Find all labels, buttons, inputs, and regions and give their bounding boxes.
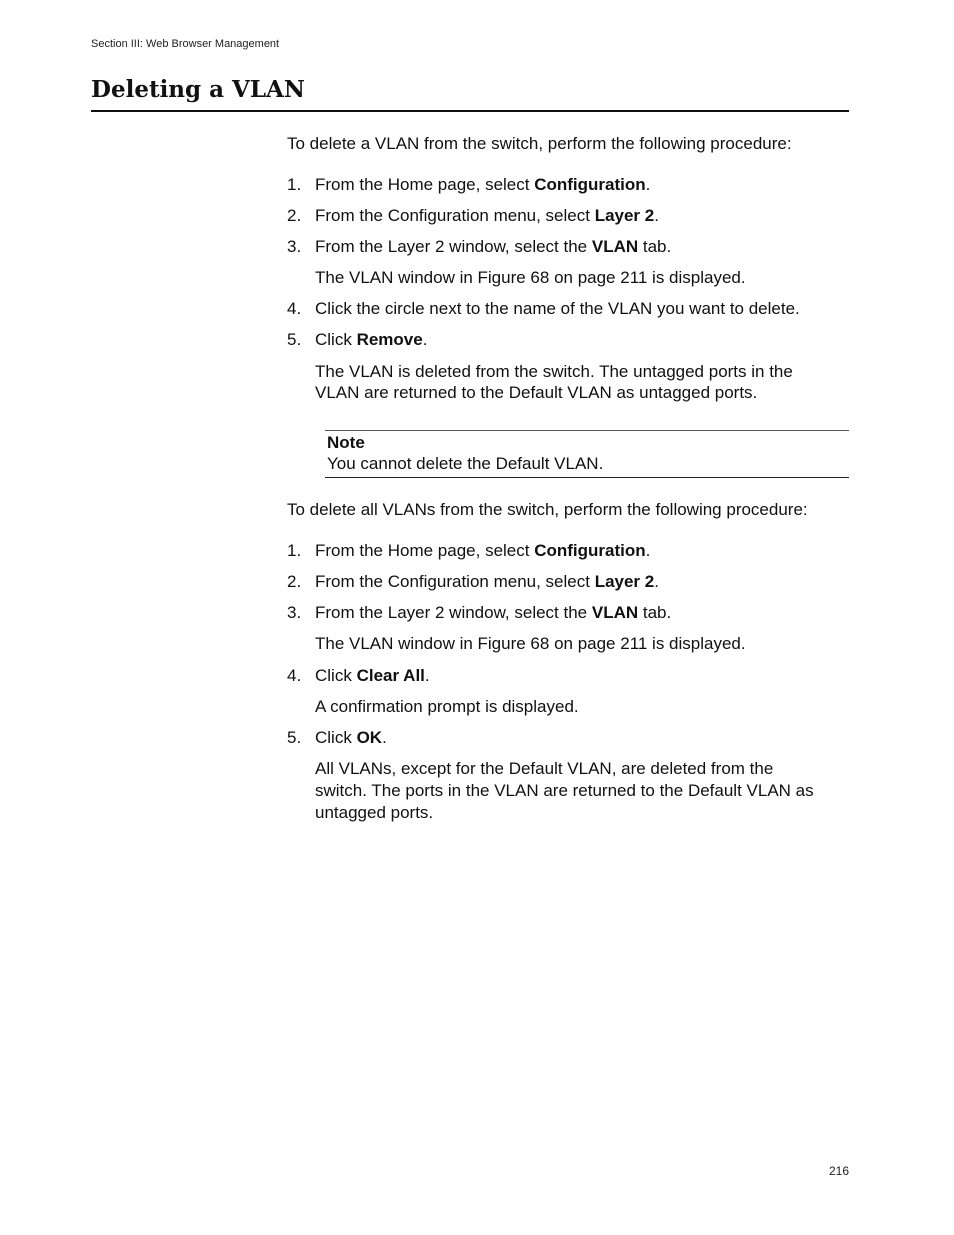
step-text: From the Configuration menu, select Layer 2. <box>315 206 659 225</box>
running-header: Section III: Web Browser Management <box>91 38 280 50</box>
step-text: Click OK. <box>315 728 387 747</box>
step-text: Click the circle next to the name of the VLAN you want to delete. <box>315 299 800 318</box>
step-number: 4. <box>287 299 302 318</box>
step-number: 2. <box>287 206 302 225</box>
step-number: 3. <box>287 603 302 622</box>
step-result: The VLAN window in Figure 68 on page 211 is displayed. <box>315 268 746 287</box>
step-text: From the Home page, select Configuration. <box>315 175 651 194</box>
title-rule <box>91 110 849 112</box>
step-result: A confirmation prompt is displayed. <box>315 697 579 716</box>
step-text: From the Layer 2 window, select the VLAN tab. <box>315 603 672 622</box>
step-number: 1. <box>287 541 302 560</box>
step-result: VLAN are returned to the Default VLAN as untagged ports. <box>315 383 758 402</box>
intro-delete-all-vlans: To delete all VLANs from the switch, perform the following procedure: <box>287 500 808 519</box>
step-result: switch. The ports in the VLAN are returned to the Default VLAN as <box>315 781 814 800</box>
note-text: You cannot delete the Default VLAN. <box>327 454 604 473</box>
step-result: The VLAN is deleted from the switch. The untagged ports in the <box>315 362 793 381</box>
step-number: 5. <box>287 728 302 747</box>
page-title: Deleting a VLAN <box>91 76 305 103</box>
step-text: Click Clear All. <box>315 666 430 685</box>
note-title: Note <box>327 433 365 452</box>
intro-delete-vlan: To delete a VLAN from the switch, perform the following procedure: <box>287 134 792 153</box>
step-number: 2. <box>287 572 302 591</box>
step-number: 3. <box>287 237 302 256</box>
page-number: 216 <box>829 1164 850 1178</box>
step-text: From the Home page, select Configuration. <box>315 541 651 560</box>
step-result: All VLANs, except for the Default VLAN, are deleted from the <box>315 759 774 778</box>
note-box <box>325 430 849 478</box>
step-text: Click Remove. <box>315 330 428 349</box>
step-text: From the Configuration menu, select Layer 2. <box>315 572 659 591</box>
step-number: 5. <box>287 330 302 349</box>
step-text: From the Layer 2 window, select the VLAN tab. <box>315 237 672 256</box>
step-number: 1. <box>287 175 302 194</box>
step-result: The VLAN window in Figure 68 on page 211 is displayed. <box>315 634 746 653</box>
step-number: 4. <box>287 666 302 685</box>
step-result: untagged ports. <box>315 803 434 822</box>
